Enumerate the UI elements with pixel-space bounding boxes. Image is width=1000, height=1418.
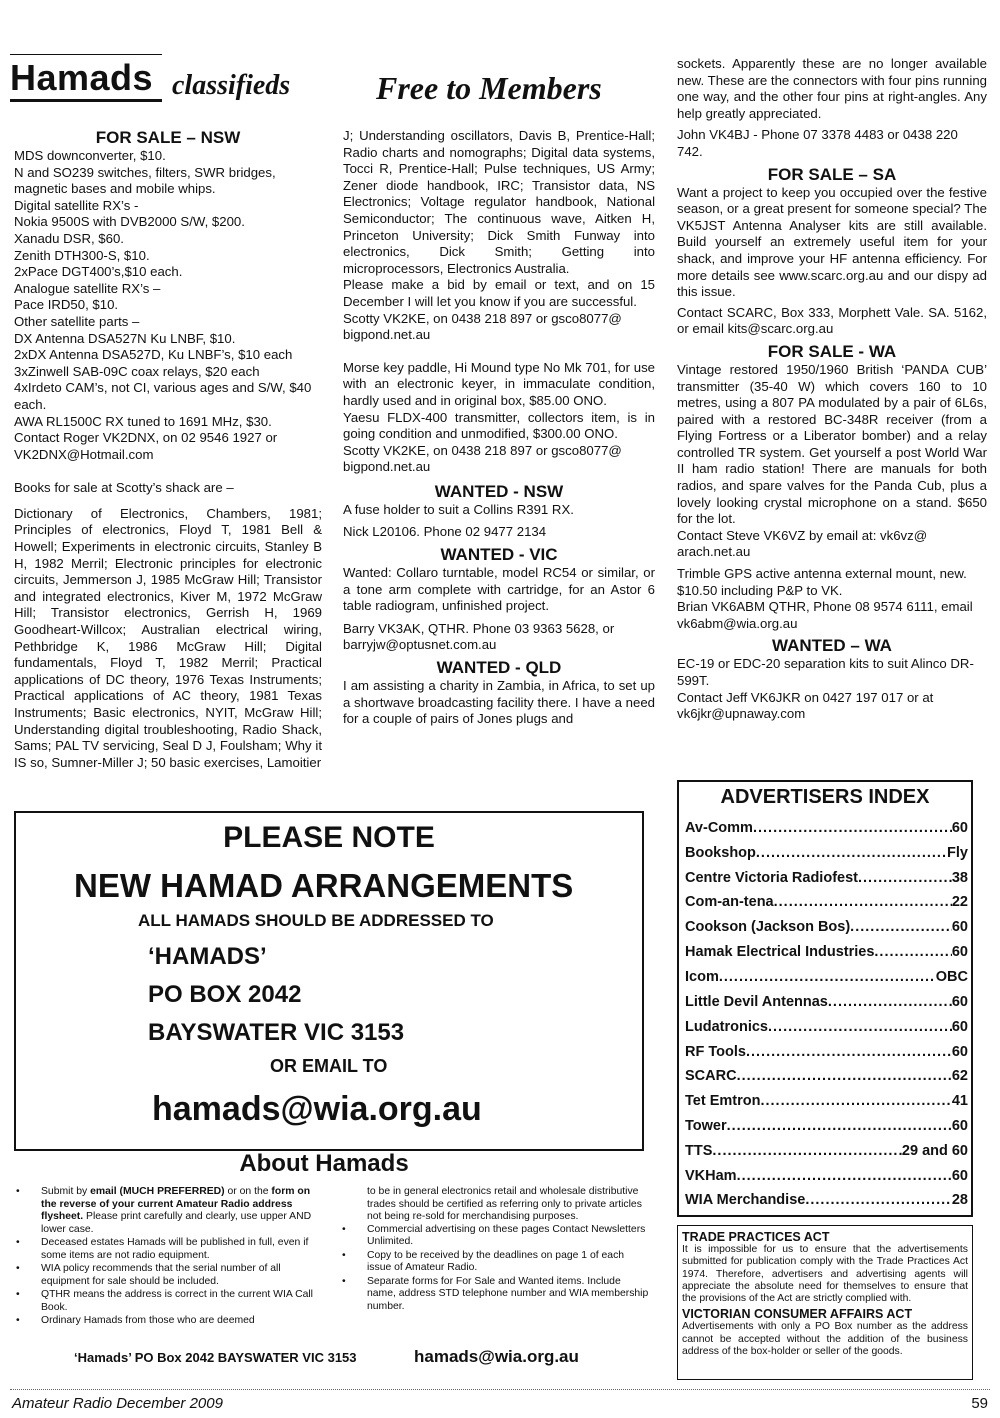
advertiser-row: Com-an-tena ..... 22 [685, 893, 968, 911]
ad-contact: Contact Roger VK2DNX, on 02 9546 1927 or VK2DNX@Hotmail.com [14, 430, 278, 462]
ad-line: DX Antenna DSA527N Ku LNBF, $10. [14, 330, 236, 346]
ad-contact: Barry VK3AK, QTHR. Phone 03 9363 5628, or barryjw@optusnet.com.au [343, 620, 615, 653]
ad-line: Digital satellite RX’s - [14, 197, 139, 213]
ad-contact: Scotty VK2KE, on 0438 218 897 or gsco8077@ bigpond.net.au [343, 310, 622, 343]
ad-contact: Contact Steve VK6VZ by email at: vk6vz@ arach.net.au [677, 527, 928, 560]
about-col-left [14, 1186, 322, 1329]
books-list-continued: J; Understanding oscillators, Davis B, Prentice-Hall; Radio charts and nomographs; Digital data systems, Tocci R, Prentice-Hall; Pulse techniques, US Army; Zener diode handbook, IRC; Transistor data, NS Electronics; Voltage regulator handbook, National Semiconductor; The continuous wave, Aitken H, Princeton University; Dick Smith Funway into electronics, Dick Smith; Getting into microprocessors, Electronics Australia. [343, 128, 655, 276]
ad-contact: Scotty VK2KE, on 0438 218 897 or gsco8077@ bigpond.net.au [343, 442, 622, 475]
page-subtitle: classifieds [172, 70, 291, 101]
books-intro: Books for sale at Scotty’s shack are – [14, 480, 234, 496]
books-list: Dictionary of Electronics, Chambers, 1981; Principles of electronics, Floyd T, 1981 Bell & Howell; Experiments in electronic circuits, Stanley B H, 1982 Merril; Electronic principles for electronic circuits, Jemmerson J, 1985 McGraw Hill; Transistor and integrated electronics, Kiver M, 1972 McGraw Hill; Transistor electronics, Gerrish H, 1969 Goodheart-Willcox; Australian electrical wiring, Pethbridge K, 1986 McGraw Hill; Digital fundamentals, Floyd T, 1982 Merril; Practical applications of DC theory, 1976 Texas Instruments; Practical applications of AC theory, 1981 Texas Instruments; Basic electronics, NYIT, McGraw Hill; Understanding digital troubleshooting, Radio Shack, Sams; PAL TV servicing, Seal D J, Foulsham; Why it IS so, Sumner-Miller J; 50 basic exercises, Lamoitier [14, 505, 322, 770]
header-rule [10, 54, 162, 55]
about-bullet: • QTHR means the address is correct in the current WIA Call Book. [16, 1289, 313, 1313]
notice-suburb: BAYSWATER VIC 3153 [148, 1019, 405, 1046]
ad-contact: John VK4BJ - Phone 07 3378 4483 or 0438 220 742. [677, 127, 958, 159]
ad-line: Zenith DTH300-S, $10. [14, 247, 150, 263]
bid-instructions: Please make a bid by email or text, and on 15 December I will let you know if you are successful. [343, 277, 655, 309]
consumer-affairs-title: VICTORIAN CONSUMER AFFAIRS ACT [682, 1307, 913, 1322]
notice-or-email: OR EMAIL TO [270, 1056, 388, 1076]
advertiser-row: Centre Victoria Radiofest ..... 38 [685, 869, 968, 887]
heading-wanted-wa: WANTED – WA [772, 636, 892, 656]
advertiser-row: SCARC ..... 62 [685, 1067, 968, 1085]
advertiser-row: RF Tools ..... 60 [685, 1043, 968, 1061]
advertiser-row: Ludatronics ..... 60 [685, 1018, 968, 1036]
ad-line: 2xDX Antenna DSA527D, Ku LNBF’s, $10 each [14, 347, 293, 363]
advertiser-row: Icom ..... OBC [685, 968, 968, 986]
advertisers-index [677, 780, 973, 1217]
column-1 [14, 128, 322, 771]
consumer-affairs-text: Advertisements with only a PO Box number as the address cannot be accepted without the addition of the business address of the box-holder or seller of the goods. [682, 1321, 968, 1358]
ad-text: Trimble GPS active antenna external mount, new. $10.50 including P&P to VK. [677, 566, 967, 598]
about-bullet: • Ordinary Hamads from those who are deemed [16, 1315, 255, 1326]
about-bullet: • Commercial advertising on these pages Contact Newsletters Unlimited. [342, 1223, 646, 1247]
ad-line: 3xZinwell SAB-09C coax relays, $20 each [14, 363, 260, 379]
ad-text: A fuse holder to suit a Collins R391 RX. [343, 501, 574, 517]
trade-practices-title: TRADE PRACTICES ACT [682, 1230, 830, 1244]
advertiser-row: VKHam ..... 60 [685, 1167, 968, 1185]
please-note-box [14, 811, 644, 1151]
heading-wanted-qld: WANTED - QLD [436, 658, 562, 678]
about-bullet: • Deceased estates Hamads will be published in full, even if some items are not radio equipment. [16, 1237, 309, 1261]
about-bullet: • Submit by email (MUCH PREFERRED) or on the form on the reverse of your current Amateur Radio address flysheet. Please print carefully and clearly, use upper AND lower case. [16, 1186, 312, 1235]
about-footer-email[interactable]: hamads@wia.org.au [414, 1347, 579, 1366]
ad-line: Analogue satellite RX’s – [14, 280, 161, 296]
about-bullet: • WIA policy recommends that the serial number of all equipment for sale should be included. [16, 1263, 281, 1287]
advertiser-row: Av-Comm ..... 60 [685, 819, 968, 837]
ad-morse-key: Morse key paddle, Hi Mound type No Mk 701, for use with an electronic keyer, in immaculate condition, hardly used and in original box, $85.00 ONO. [343, 359, 655, 408]
notice-title: NEW HAMAD ARRANGEMENTS [74, 867, 574, 904]
heading-wanted-vic: WANTED - VIC [440, 545, 558, 565]
about-col-right [340, 1186, 650, 1314]
ad-contact: Nick L20106. Phone 02 9477 2134 [343, 524, 547, 540]
ad-line: N and SO239 switches, filters, SWR bridges, magnetic bases and mobile whips. [14, 164, 276, 197]
ad-line: Pace IRD50, $10. [14, 297, 119, 313]
ad-line: AWA RL1500C RX tuned to 1691 MHz, $30. [14, 413, 272, 429]
about-bullet: • Separate forms for For Sale and Wanted items. Include name, address STD telephone number and WIA membership number. [342, 1275, 649, 1312]
advertisers-index-title: ADVERTISERS INDEX [720, 786, 930, 808]
advertiser-row: Cookson (Jackson Bos) ..... 60 [685, 918, 968, 936]
ad-text: Want a project to keep you occupied over the festive season, or a great present for someone special? The VK5JST Antenna Analyser kits are still available. Build yourself an extremely useful item for your shack, and improve your HF antenna efficiency. For more details see www.scarc.org.au and our dispy ad this issue. [677, 184, 987, 300]
heading-for-sale-nsw: FOR SALE – NSW [95, 128, 241, 147]
advertiser-row: TTS ..... 29 and 60 [685, 1142, 968, 1160]
legal-notices-box [677, 1225, 973, 1380]
advertiser-row: Tet Emtron ..... 41 [685, 1092, 968, 1110]
notice-heading: PLEASE NOTE [223, 821, 435, 854]
about-hamads-title: About Hamads [239, 1150, 409, 1177]
ad-text: Wanted: Collaro turntable, model RC54 or similar, or a tone arm complete with cartridge, for an Astor 6 table radiogram, unfinished project. [343, 565, 655, 614]
heading-for-sale-wa: FOR SALE - WA [767, 341, 897, 361]
notice-addressee: ‘HAMADS’ [148, 943, 267, 970]
ad-line: Nokia 9500S with DVB2000 S/W, $200. [14, 214, 245, 230]
advertiser-row: Hamak Electrical Industries ..... 60 [685, 943, 968, 961]
ad-line: Xanadu DSR, $60. [14, 230, 124, 246]
ad-text: Vintage restored 1950/1960 British ‘PANDA CUB’ transmitter (35-40 W) which covers 160 to 10 metres, using a 807 PA modulated by a pair of 6L6s, paired with a restored BC-348R receiver (from a Flying Fortress or a Liberator bomber) and a relay controlled TR system. Get yourself a post World War II ham radio station! There are manuals for both radios, and spare valves for the Panda Cub, plus a lovely looking crystal microphone on a stand. $650 for the lot. [677, 361, 987, 527]
ad-line: 4xIrdeto CAM’s, not CI, various ages and S/W, $40 each. [14, 380, 312, 412]
notice-po-box: PO BOX 2042 [148, 981, 302, 1008]
advertiser-row: Tower ..... 60 [685, 1117, 968, 1135]
ad-contact: Contact Jeff VK6JKR on 0427 197 017 or at vk6jkr@upnaway.com [677, 689, 934, 722]
advertiser-row: Little Devil Antennas ..... 60 [685, 993, 968, 1011]
trade-practices-text: It is impossible for us to ensure that the advertisements submitted for publication comply with the Trade Practices Act 1974. Therefore, advertisers and advertising agents will appreciate the absolute need for themselves to ensure that the provisions of the Act are strictly complied with. [682, 1244, 968, 1305]
ad-line: MDS downconverter, $10. [14, 148, 166, 163]
ad-contact: Brian VK6ABM QTHR, Phone 08 9574 6111, email vk6abm@wia.org.au [677, 599, 973, 631]
page-number: 59 [971, 1395, 988, 1412]
about-bullet-continued: to be in general electronics retail and wholesale distributive trades should be certified as referring only to private articles not being re-sold for merchandising purposes. [367, 1186, 642, 1222]
ad-line: 2xPace DGT400’s,$10 each. [14, 264, 183, 280]
footer-publication: Amateur Radio December 2009 [12, 1395, 223, 1412]
ad-line: Other satellite parts – [14, 313, 140, 329]
notice-email[interactable]: hamads@wia.org.au [152, 1090, 482, 1128]
title-underline [10, 99, 162, 102]
advertiser-row: Bookshop ..... Fly [685, 844, 968, 862]
ad-text-continued: sockets. Apparently these are no longer available new. These are the connectors with four pins running one way, and the other four pins at right-angles. Any help greatly appreciated. [677, 56, 987, 121]
page-title: Hamads [10, 57, 154, 98]
advertiser-row: WIA Merchandise ..... 28 [685, 1191, 968, 1209]
column-3 [677, 56, 987, 723]
ad-yaesu: Yaesu FLDX-400 transmitter, collectors item, is in going condition and unmodified, $300.00 ONO. [343, 409, 655, 442]
heading-wanted-nsw: WANTED - NSW [434, 481, 564, 501]
page-tagline: Free to Members [376, 70, 602, 106]
ad-text: I am assisting a charity in Zambia, in Africa, to set up a shortwave broadcasting facility there. I have a need for a couple of pairs of Jones plugs and [343, 678, 655, 727]
about-bullet: • Copy to be received by the deadlines on page 1 of each issue of Amateur Radio. [342, 1249, 625, 1273]
footer-divider [10, 1389, 990, 1390]
column-2 [343, 128, 655, 728]
ad-text: EC-19 or EDC-20 separation kits to suit Alinco DR-599T. [677, 656, 974, 688]
about-footer-address: ‘Hamads’ PO Box 2042 BAYSWATER VIC 3153 [74, 1350, 357, 1365]
notice-instruction: ALL HAMADS SHOULD BE ADDRESSED TO [138, 911, 494, 930]
heading-for-sale-sa: FOR SALE – SA [767, 164, 897, 184]
ad-contact: Contact SCARC, Box 333, Morphett Vale. SA. 5162, or email kits@scarc.org.au [677, 304, 987, 337]
